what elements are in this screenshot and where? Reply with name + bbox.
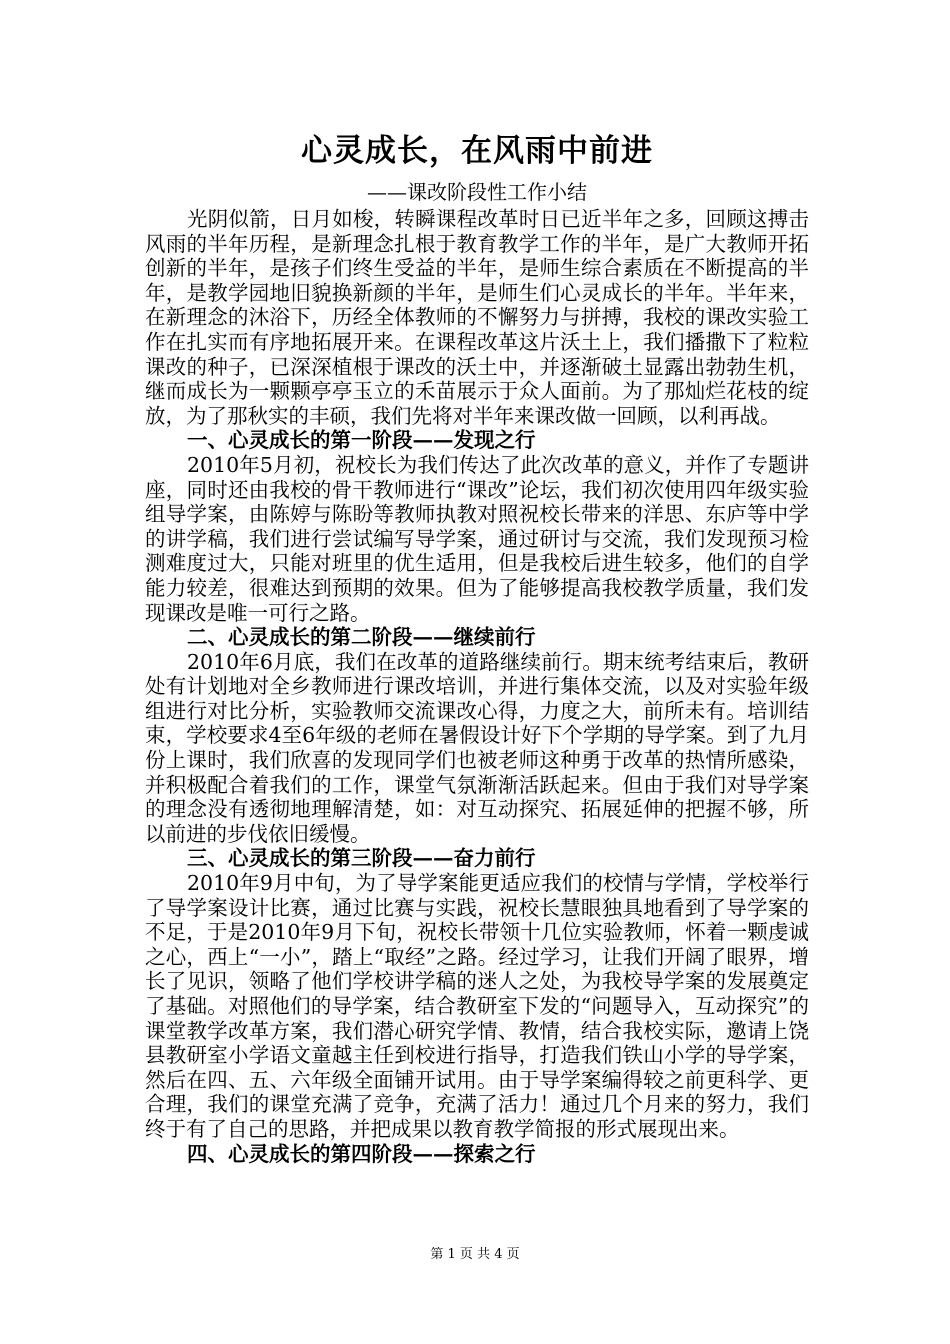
- section-2-heading: 二、心灵成长的第二阶段——继续前行: [187, 625, 536, 650]
- intro-paragraph: 光阴似箭，日月如梭，转瞬课程改革时日已近半年之多，回顾这搏击风雨的半年历程，是新理念扎根于教育教学工作的半年，是广大教师开拓创新的半年，是孩子们终生受益的半年，是师生综合素质在不断提高的半年，是教学园地旧貌换新颜的半年，是师生们心灵成长的半年。半年来，在新理念的沐浴下，历经全体教师的不懈努力与拼搏，我校的课改实验工作在扎实而有序地拓展开来。在课程改革这片沃土上，我们播撒下了粒粒课改的种子，已深深植根于课改的沃土中，并逐渐破土显露出勃勃生机，继而成长为一颗颗亭亭玉立的禾苗展示于众人面前。为了那灿烂花枝的绽放，为了那秋实的丰硕，我们先将对半年来课改做一回顾，以利再战。: [145, 207, 809, 428]
- section-1-heading: 一、心灵成长的第一阶段——发现之行: [187, 428, 536, 453]
- section-4-heading: 四、心灵成长的第四阶段——探索之行: [187, 1141, 536, 1166]
- section-1-body: 2010年5月初，祝校长为我们传达了此次改革的意义，并作了专题讲座，同时还由我校的骨干教师进行“课改”论坛，我们初次使用四年级实验组导学案，由陈婷与陈盼等教师执教对照祝校长带来的洋思、东庐等中学的讲学稿，我们进行尝试编写导学案，通过研讨与交流，我们发现预习检测难度过大，只能对班里的优生适用，但是我校后进生较多，他们的自学能力较差，很难达到预期的效果。但为了能够提高我校教学质量，我们发现课改是唯一可行之路。: [145, 452, 809, 625]
- section-3-heading: 三、心灵成长的第三阶段——奋力前行: [187, 846, 536, 871]
- document-title: 心灵成长，在风雨中前进: [301, 133, 653, 169]
- section-3-body: 2010年9月中旬，为了导学案能更适应我们的校情与学情，学校举行了导学案设计比赛，通过比赛与实践，祝校长慧眼独具地看到了导学案的不足，于是2010年9月下旬，祝校长带领十几位实验教师，怀着一颗虔诚之心，西上“一小”，踏上“取经”之路。经过学习，让我们开阔了眼界，增长了见识，领略了他们学校讲学稿的迷人之处，为我校导学案的发展奠定了基础。对照他们的导学案，结合教研室下发的“问题导入，互动探究”的课堂教学改革方案，我们潜心研究学情、教情，结合我校实际，邀请上饶县教研室小学语文童越主任到校进行指导，打造我们铁山小学的导学案，然后在四、五、六年级全面铺开试用。由于导学案编得较之前更科学、更合理，我们的课堂充满了竞争，充满了活力！通过几个月来的努力，我们终于有了自己的思路，并把成果以教育教学简报的形式展现出来。: [145, 871, 809, 1141]
- section-2-body: 2010年6月底，我们在改革的道路继续前行。期末统考结束后，教研处有计划地对全乡教师进行课改培训，并进行集体交流，以及对实验年级组进行对比分析，实验教师交流课改心得，力度之大，前所未有。培训结束，学校要求4至6年级的老师在暑假设计好下个学期的导学案。到了九月份上课时，我们欣喜的发现同学们也被老师这种勇于改革的热情所感染，并积极配合着我们的工作，课堂气氛渐渐活跃起来。但由于我们对导学案的理念没有透彻地理解清楚，如：对互动探究、拓展延伸的把握不够，所以前进的步伐依旧缓慢。: [145, 649, 809, 846]
- document-page: [145, 125, 809, 1166]
- document-subtitle: ——课改阶段性工作小结: [367, 180, 587, 204]
- page-footer: 第 1 页 共 4 页: [430, 1247, 520, 1262]
